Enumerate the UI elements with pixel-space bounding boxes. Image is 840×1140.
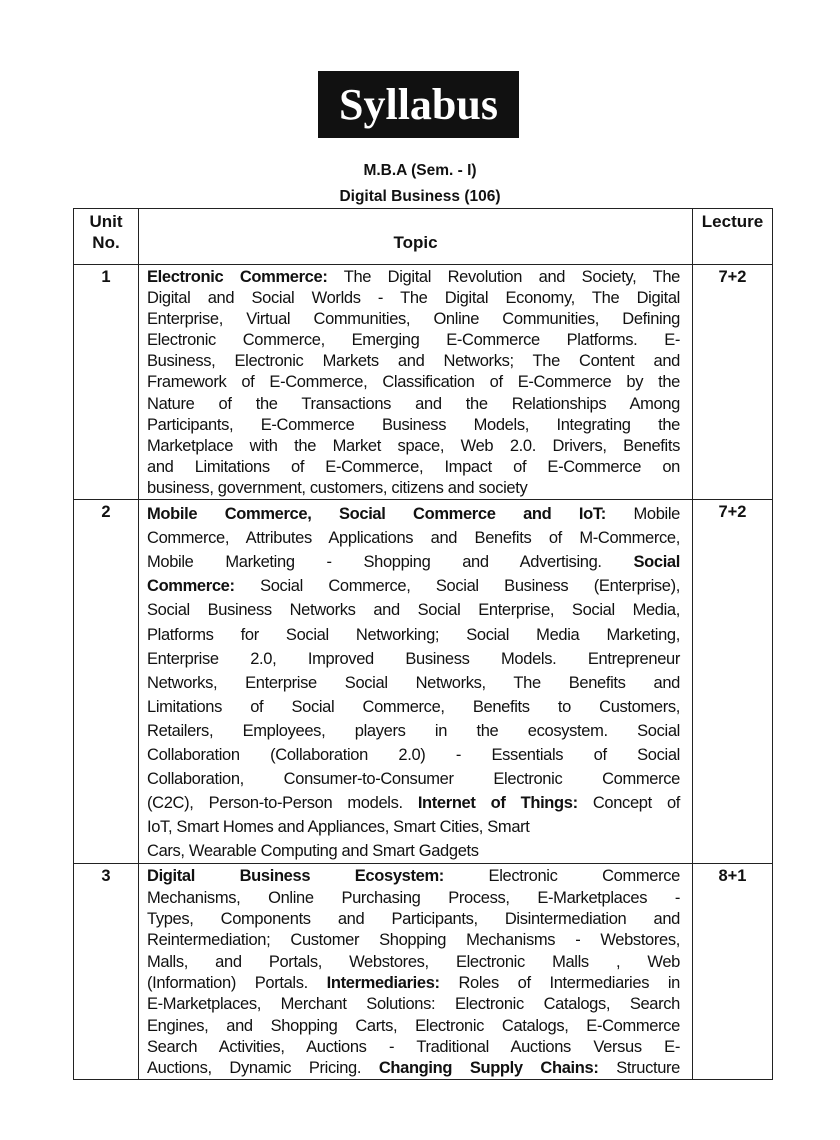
topic-heading: Internet of Things: [417, 794, 578, 813]
table-row [74, 864, 773, 1080]
topic-cell [139, 864, 693, 1080]
subject-heading: Digital Business (106) [339, 188, 501, 205]
topic-text: Malls, and Portals, Webstores, Electronic Malls , Web [147, 952, 680, 971]
lecture-count: 7+2 [693, 500, 773, 864]
topic-line [147, 671, 680, 695]
syllabus-title-banner [318, 71, 519, 138]
topic-text: Limitations of Social Commerce, Benefits to Customers, [147, 697, 680, 716]
course-heading: M.B.A (Sem. - I) [363, 162, 477, 179]
topic-text: Roles of Intermediaries in [439, 973, 680, 992]
header-unit-no [74, 209, 139, 265]
topic-line [147, 267, 680, 288]
topic-line [147, 888, 680, 909]
table-header-row [74, 209, 773, 265]
topic-line [147, 815, 680, 839]
topic-line [147, 767, 680, 791]
unit-number: 2 [74, 500, 139, 864]
topic-text: Electronic Commerce [443, 867, 680, 886]
topic-cell [139, 265, 693, 500]
topic-text: Marketplace with the Market space, Web 2.0. Drivers, Benefits [147, 436, 680, 455]
topic-text: Collaboration, Consumer-to-Consumer Electronic Commerce [147, 770, 680, 789]
topic-text: Mobile [605, 505, 680, 524]
table-row [74, 500, 773, 864]
topic-cell [139, 500, 693, 864]
topic-text: Mobile Marketing - Shopping and Advertising. [147, 553, 634, 572]
table-body [74, 265, 773, 1080]
topic-text: Reintermediation; Customer Shopping Mechanisms - Webstores, [147, 931, 680, 950]
topic-heading: Intermediaries: [326, 973, 440, 992]
topic-text: business, government, customers, citizens and society [147, 478, 528, 497]
topic-text: Social Commerce, Social Business (Enterprise), [234, 577, 680, 596]
topic-text: Collaboration (Collaboration 2.0) - Essentials of Social [147, 745, 680, 764]
topic-text: Electronic Commerce, Emerging E-Commerce Platforms. E- [147, 331, 680, 350]
header-topic-label: Topic [393, 233, 438, 252]
topic-text: Engines, and Shopping Carts, Electronic Catalogs, E-Commerce [147, 1016, 680, 1035]
topic-heading: Changing Supply Chains: [378, 1059, 599, 1078]
page-title: Syllabus [339, 80, 498, 129]
topic-line [147, 930, 680, 951]
topic-line [147, 288, 680, 309]
topic-line [147, 457, 680, 478]
topic-text: Participants, E-Commerce Business Models, Integrating the [147, 415, 680, 434]
topic-text: Platforms for Social Networking; Social Media Marketing, [147, 625, 680, 644]
header-unit-label: Unit [89, 212, 123, 231]
lecture-count: 8+1 [693, 864, 773, 1080]
topic-line [147, 743, 680, 767]
topic-line [147, 309, 680, 330]
topic-line [147, 994, 680, 1015]
topic-text: Retailers, Employees, players in the ecosystem. Social [147, 721, 680, 740]
topic-line [147, 973, 680, 994]
topic-heading: Digital Business Ecosystem: [147, 867, 444, 886]
topic-heading: Commerce: [147, 577, 235, 596]
syllabus-table [73, 208, 773, 1080]
topic-line [147, 372, 680, 393]
topic-text: Social Business Networks and Social Enterprise, Social Media, [147, 601, 680, 620]
topic-line [147, 436, 680, 457]
topic-text: Structure [598, 1059, 681, 1078]
topic-line [147, 330, 680, 351]
header-lecture: Lecture [693, 209, 773, 265]
topic-heading: Mobile Commerce, Social Commerce and IoT: [147, 505, 606, 524]
topic-line [147, 1016, 680, 1037]
topic-line [147, 394, 680, 415]
topic-text: Commerce, Attributes Applications and Benefits of M-Commerce, [147, 529, 680, 548]
topic-line [147, 574, 680, 598]
topic-line [147, 647, 680, 671]
unit-number: 3 [74, 864, 139, 1080]
topic-line [147, 719, 680, 743]
topic-heading: Social [633, 553, 680, 572]
topic-line [147, 415, 680, 436]
topic-line [147, 550, 680, 574]
topic-text: (Information) Portals. [147, 973, 327, 992]
topic-text: Framework of E-Commerce, Classification of E-Commerce by the [147, 373, 680, 392]
topic-text: E-Marketplaces, Merchant Solutions: Electronic Catalogs, Search [147, 995, 680, 1014]
header-no-label: No. [92, 233, 120, 252]
topic-text: Enterprise, Virtual Communities, Online Communities, Defining [147, 310, 680, 329]
topic-line [147, 952, 680, 973]
topic-text: Concept of [577, 794, 681, 813]
topic-line [147, 839, 680, 863]
topic-line [147, 623, 680, 647]
topic-line [147, 598, 680, 622]
topic-text: (C2C), Person-to-Person models. [147, 794, 418, 813]
topic-line [147, 866, 680, 887]
topic-text: The Digital Revolution and Society, The [327, 268, 680, 286]
topic-text: Cars, Wearable Computing and Smart Gadgets [147, 842, 479, 861]
topic-text: Search Activities, Auctions - Traditional Auctions Versus E- [147, 1037, 680, 1056]
unit-number: 1 [74, 265, 139, 500]
topic-line [147, 909, 680, 930]
topic-line [147, 791, 680, 815]
topic-heading: Electronic Commerce: [147, 268, 328, 286]
topic-text: Mechanisms, Online Purchasing Process, E-Marketplaces - [147, 888, 680, 907]
lecture-count: 7+2 [693, 265, 773, 500]
header-topic [139, 209, 693, 265]
topic-line [147, 1058, 680, 1079]
topic-line [147, 351, 680, 372]
topic-line [147, 695, 680, 719]
topic-text: Types, Components and Participants, Disintermediation and [147, 910, 680, 929]
topic-text: Networks, Enterprise Social Networks, The Benefits and [147, 673, 680, 692]
table-row [74, 265, 773, 500]
topic-line [147, 1037, 680, 1058]
topic-line [147, 478, 680, 499]
topic-line [147, 526, 680, 550]
topic-text: IoT, Smart Homes and Appliances, Smart Cities, Smart [147, 818, 530, 837]
topic-text: Auctions, Dynamic Pricing. [147, 1059, 379, 1078]
topic-line [147, 502, 680, 526]
topic-text: and Limitations of E-Commerce, Impact of E-Commerce on [147, 457, 680, 476]
topic-text: Digital and Social Worlds - The Digital Economy, The Digital [147, 289, 680, 308]
topic-text: Business, Electronic Markets and Networks; The Content and [147, 352, 680, 371]
topic-text: Enterprise 2.0, Improved Business Models. Entrepreneur [147, 649, 680, 668]
topic-text: Nature of the Transactions and the Relationships Among [147, 394, 680, 413]
